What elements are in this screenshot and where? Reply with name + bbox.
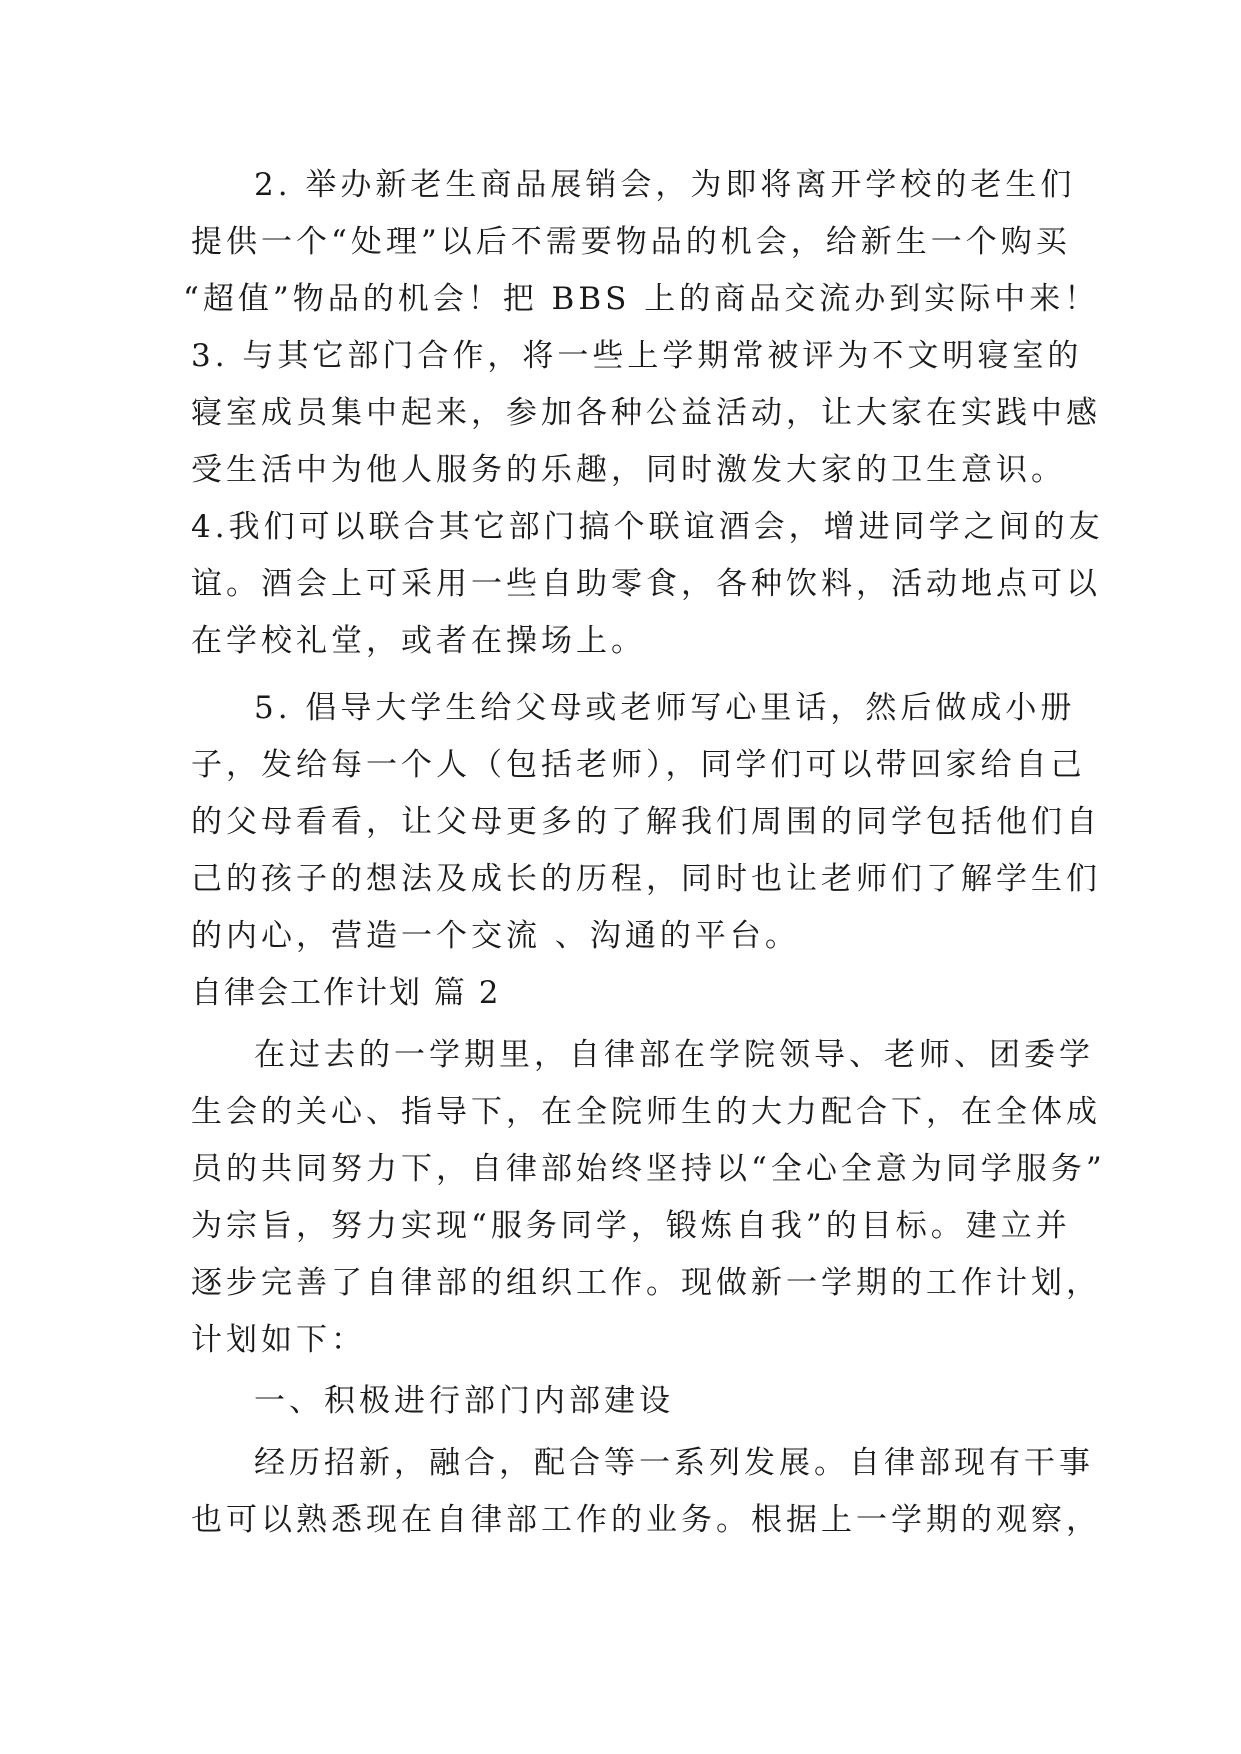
paragraph-line: 生会的关心、指导下，在全院师生的大力配合下，在全体成 bbox=[191, 1094, 1101, 1130]
paragraph-line: 在学校礼堂，或者在操场上。 bbox=[191, 623, 646, 659]
section-heading: 自律会工作计划 篇 2 bbox=[191, 975, 501, 1011]
paragraph-line: 寝室成员集中起来，参加各种公益活动，让大家在实践中感 bbox=[191, 395, 1101, 431]
paragraph-line: 3. 与其它部门合作，将一些上学期常被评为不文明寝室的 bbox=[191, 338, 1083, 374]
paragraph-line: 逐步完善了自律部的组织工作。现做新一学期的工作计划， bbox=[191, 1265, 1101, 1301]
paragraph-line: 受生活中为他人服务的乐趣，同时激发大家的卫生意识。 bbox=[191, 452, 1066, 488]
paragraph-line: 提供一个“处理”以后不需要物品的机会，给新生一个购买 bbox=[191, 224, 1071, 260]
subheading-line: 一、积极进行部门内部建设 bbox=[254, 1383, 674, 1419]
paragraph-line: 为宗旨，努力实现“服务同学，锻炼自我”的目标。建立并 bbox=[191, 1208, 1071, 1244]
paragraph-line: 在过去的一学期里，自律部在学院领导、老师、团委学 bbox=[254, 1037, 1094, 1073]
paragraph-line: 计划如下： bbox=[191, 1322, 366, 1358]
paragraph-line: 的内心，营造一个交流 、沟通的平台。 bbox=[191, 918, 800, 954]
paragraph-line: 谊。酒会上可采用一些自助零食，各种饮料，活动地点可以 bbox=[191, 566, 1101, 602]
paragraph-line: 也可以熟悉现在自律部工作的业务。根据上一学期的观察， bbox=[191, 1502, 1101, 1538]
paragraph-line: 4.我们可以联合其它部门搞个联谊酒会，增进同学之间的友 bbox=[191, 509, 1104, 545]
paragraph-line: 5. 倡导大学生给父母或老师写心里话，然后做成小册 bbox=[254, 690, 1076, 726]
paragraph-line: 2. 举办新老生商品展销会，为即将离开学校的老生们 bbox=[254, 167, 1076, 203]
paragraph-line: 子，发给每一个人（包括老师），同学们可以带回家给自己 bbox=[191, 747, 1086, 783]
paragraph-line: 己的孩子的想法及成长的历程，同时也让老师们了解学生们 bbox=[191, 861, 1101, 897]
paragraph-line: 员的共同努力下，自律部始终坚持以“全心全意为同学服务” bbox=[191, 1151, 1106, 1187]
paragraph-line: 的父母看看，让父母更多的了解我们周围的同学包括他们自 bbox=[191, 804, 1101, 840]
paragraph-line: “超值”物品的机会！把 BBS 上的商品交流办到实际中来！ bbox=[183, 281, 1100, 317]
paragraph-line: 经历招新，融合，配合等一系列发展。自律部现有干事 bbox=[254, 1445, 1094, 1481]
